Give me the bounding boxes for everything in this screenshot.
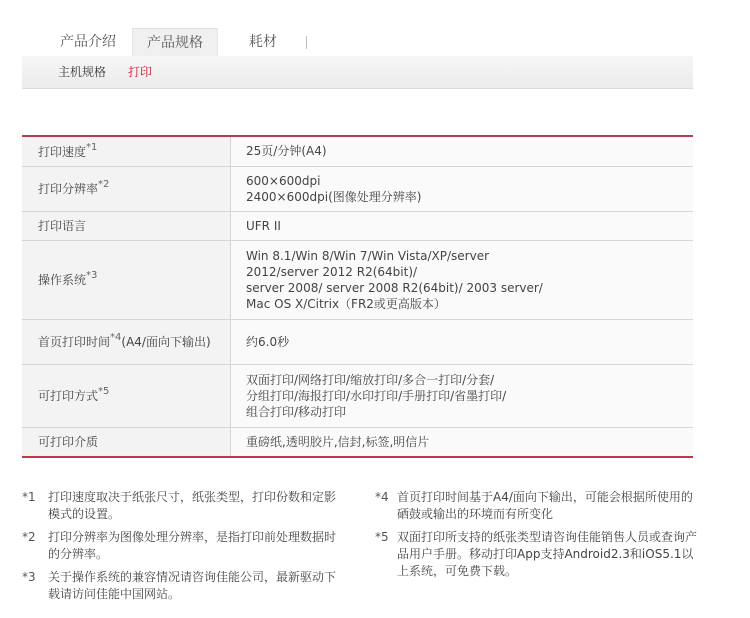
footnote-text: 关于操作系统的兼容情况请咨询佳能公司，最新驱动下载请访问佳能中国网站。 [48,570,337,601]
spec-row-print-language [22,211,693,240]
spec-value [231,166,694,211]
footnote-number: *2 [22,530,36,544]
footnote-mark: *5 [98,386,110,397]
footnote [22,489,340,523]
spec-key-label: 打印速度 [38,144,87,159]
spec-row-print-speed [22,136,693,166]
footnote-text: 打印速度取决于纸张尺寸，纸张类型，打印份数和定影模式的设置。 [48,490,337,521]
footnote-mark: *3 [86,270,98,281]
spec-key [22,364,231,427]
spec-value-line: 600×600dpi [246,173,321,188]
footnote-number: *5 [375,530,389,544]
spec-key-label: 打印语言 [38,219,87,233]
footnote [375,489,697,523]
spec-value: UFR II [231,211,694,240]
footnote [375,529,697,580]
spec-key [22,211,231,240]
subnav-host-spec[interactable]: 主机规格 [58,65,107,79]
spec-value: 25页/分钟(A4) [231,136,694,166]
spec-key-label: 打印分辨率 [38,182,99,196]
footnote-mark: *2 [98,179,110,190]
spec-key [22,166,231,211]
footnotes-right [375,489,697,586]
tab-divider [306,36,307,49]
spec-value-line: Mac OS X/Citrix（FR2或更高版本） [246,296,446,311]
spec-value-line: 2400×600dpi(图像处理分辨率) [246,189,422,204]
footnote-text: 双面打印所支持的纸张类型请咨询佳能销售人员或查询产品用户手册。移动打印App支持Android2.3和iOS5.1以上系统，可免费下载。 [397,530,698,578]
spec-row-media [22,427,693,457]
footnote-text: 打印分辨率为图像处理分辨率，是指打印前处理数据时的分辨率。 [48,530,337,561]
spec-key-suffix: (A4/面向下输出) [121,334,211,349]
spec-value-line: 双面打印/网络打印/缩放打印/多合一打印/分套/ [246,372,495,387]
spec-table [22,135,693,458]
footnote [22,529,340,563]
spec-value [231,364,694,427]
spec-value-line: server 2008/ server 2008 R2(64bit)/ 2003 server/ [246,280,543,295]
subnav-print[interactable]: 打印 [128,65,153,79]
spec-key-label: 首页打印时间 [38,334,111,349]
product-tabs [22,28,693,56]
sub-navigation [22,56,693,89]
spec-row-resolution [22,166,693,211]
footnote-mark: *4 [110,331,122,343]
spec-value-line: Win 8.1/Win 8/Win 7/Win Vista/XP/server [246,248,490,263]
footnote-number: *1 [22,490,36,504]
spec-value-line: 分组打印/海报打印/水印打印/手册打印/省墨打印/ [246,388,507,403]
spec-value: 重磅纸,透明胶片,信封,标签,明信片 [231,427,694,457]
spec-row-first-print-time [22,319,693,364]
spec-value: 约6.0秒 [231,319,694,364]
spec-key-label: 可打印方式 [38,389,99,403]
spec-key [22,136,231,166]
footnote-number: *3 [22,570,36,584]
footnote-number: *4 [375,490,389,504]
footnote-mark: *1 [86,141,98,153]
spec-value-line: 组合打印/移动打印 [246,404,347,419]
spec-key [22,319,231,364]
footnotes-left [22,489,340,609]
spec-row-os [22,240,693,319]
spec-key [22,427,231,457]
spec-value-line: 2012/server 2012 R2(64bit)/ [246,264,418,279]
footnote [22,569,340,603]
spec-key-label: 可打印介质 [38,435,99,450]
tab-consumables[interactable]: 耗材 [249,34,277,50]
tab-product-intro[interactable]: 产品介绍 [60,34,116,50]
footnote-text: 首页打印时间基于A4/面向下输出，可能会根据所使用的硒鼓或输出的环境而有所变化 [397,490,693,521]
spec-value [231,240,694,319]
spec-row-print-modes [22,364,693,427]
spec-key [22,240,231,319]
tab-product-spec[interactable]: 产品规格 [132,28,218,57]
spec-key-label: 操作系统 [38,273,87,287]
